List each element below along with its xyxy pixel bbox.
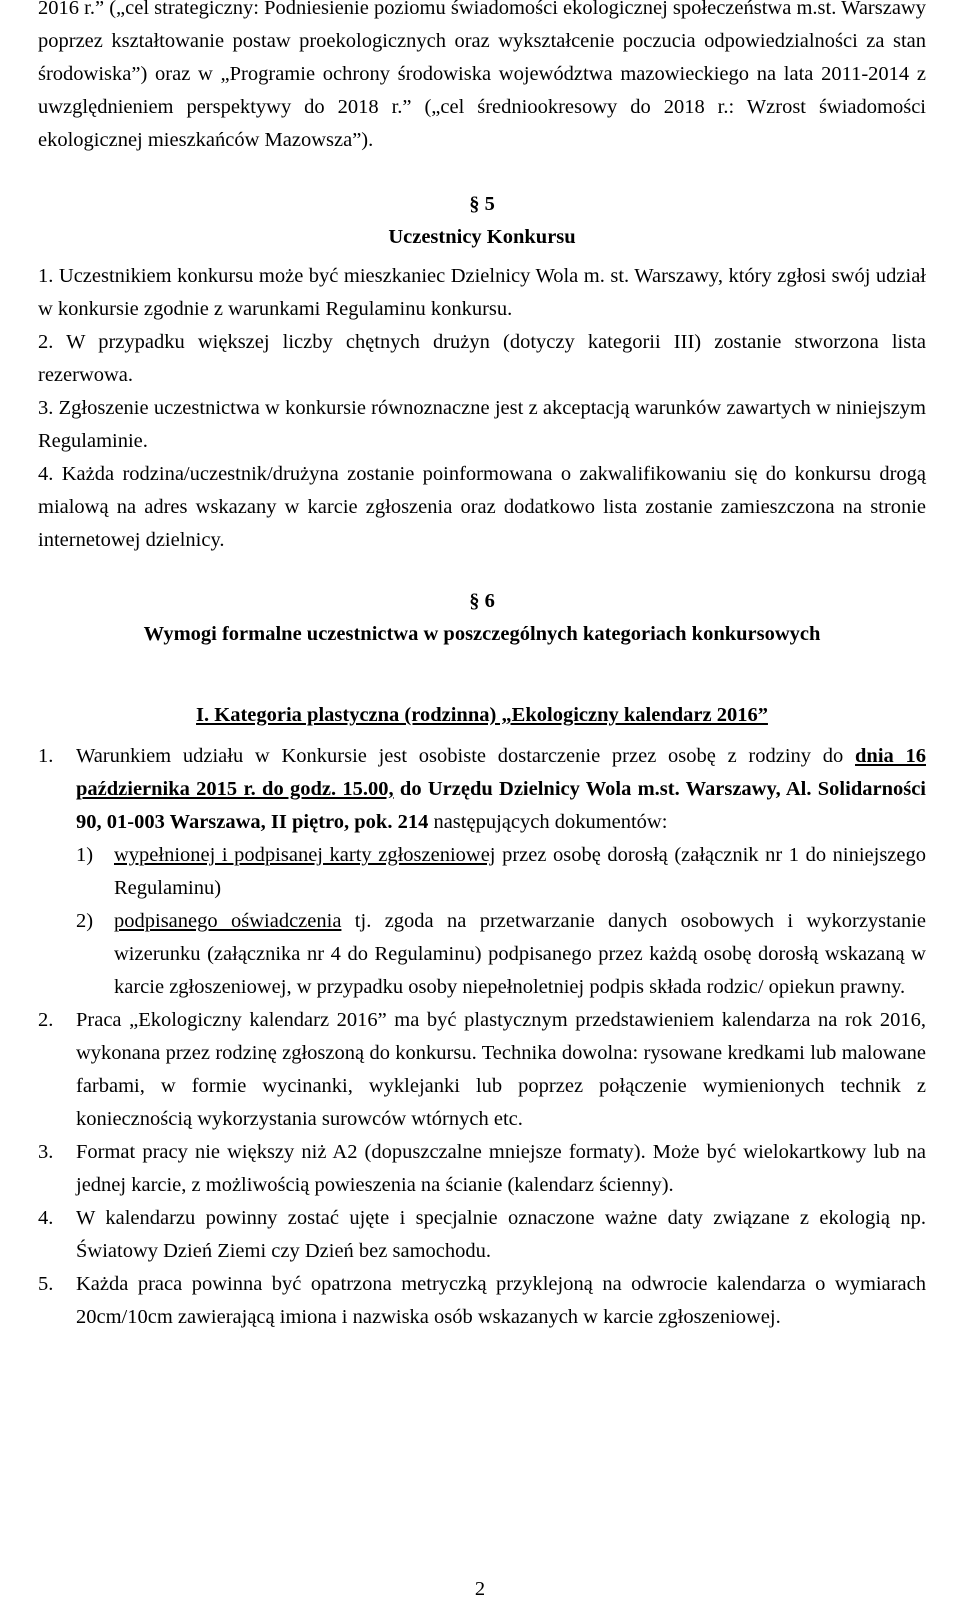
category-1-list xyxy=(38,740,926,1334)
list-item: 2) podpisanego oświadczenia tj. zgoda na przetwarzanie danych osobowych i wykorzystanie wizerunku (załącznika nr 4 do Regulaminu) podpisanego przez każdą osobę dorosłą wskazaną w karcie zgłoszeniowej, w przypadku osoby niepełnoletniej podpis składa rodzic/ opiekun prawny. xyxy=(76,910,926,998)
list-item: 1. Uczestnikiem konkursu może być mieszkaniec Dzielnicy Wola m. st. Warszawy, który zgłosi swój udział w konkursie zgodnie z warunkami Regulaminu konkursu. xyxy=(38,265,927,320)
document-page xyxy=(38,0,926,1334)
list-item: 4. W kalendarzu powinny zostać ujęte i specjalnie oznaczone ważne daty związane z ekologią np. Światowy Dzień Ziemi czy Dzień bez samochodu. xyxy=(38,1207,926,1262)
section-5-list xyxy=(38,260,926,557)
section-5-title: Uczestnicy Konkursu xyxy=(388,226,576,248)
list-item: 3. Format pracy nie większy niż A2 (dopuszczalne mniejsze formaty). Może być wielokartkowy lub na jednej karcie, z możliwością powieszenia na ścianie (kalendarz ścienny). xyxy=(38,1141,926,1196)
section-6-heading xyxy=(38,585,926,651)
section-6-number: § 6 xyxy=(469,590,495,612)
list-item: 1) wypełnionej i podpisanej karty zgłoszeniowej przez osobę dorosłą (załącznik nr 1 do niniejszego Regulaminu) xyxy=(76,844,926,899)
documents-sublist xyxy=(76,839,926,1004)
section-5-heading xyxy=(38,188,926,254)
list-item: 1. Warunkiem udziału w Konkursie jest osobiste dostarczenie przez osobę z rodziny do dnia 16 października 2015 r. do godz. 15.00, do Urzędu Dzielnicy Wola m.st. Warszawy, Al. Solidarności 90, 01-003 Warszawa, II piętro, pok. 214 następujących dokumentów: 1) wypełnionej i podpisanej karty zgłoszeniowej przez osobę dorosłą (załącznik nr 1 do niniejszego Regulaminu) 2) podpisanego oświadczenia tj. zgoda na przetwarzanie danych osobowych i wykorzystanie wizerunku (załącznika nr 4 do Regulaminu) podpisanego przez każdą osobę dorosłą wskazaną w karcie zgłoszeniowej, w przypadku osoby niepełnoletniej podpis składa rodzic/ opiekun prawny. xyxy=(38,740,926,1004)
delivery-address: do Urzędu Dzielnicy Wola m.st. Warszawy, Al. Solidarności 90, 01-003 Warszawa, II piętro, pok. 214 xyxy=(76,778,926,833)
intro-paragraph: 2016 r.” („cel strategiczny: Podniesienie poziomu świadomości ekologicznej społeczeństwa m.st. Warszawy poprzez kształtowanie postaw proekologicznych oraz wykształcenie poczucia odpowiedzialności za stan środowiska”) oraz w „Programie ochrony środowiska województwa mazowieckiego na lata 2011-2014 z uwzględnieniem perspektywy do 2018 r.” („cel średniookresowy do 2018 r.: Wzrost świadomości ekologicznej mieszkańców Mazowsza”). xyxy=(38,0,926,151)
section-6-title: Wymogi formalne uczestnictwa w poszczególnych kategoriach konkursowych xyxy=(143,623,821,645)
list-item: 5. Każda praca powinna być opatrzona metryczką przyklejoną na odwrocie kalendarza o wymiarach 20cm/10cm zawierającą imiona i nazwiska osób wskazanych w karcie zgłoszeniowej. xyxy=(38,1273,926,1328)
section-5-number: § 5 xyxy=(469,193,495,215)
page-number: 2 xyxy=(474,1578,486,1600)
list-item: 4. Każda rodzina/uczestnik/drużyna zostanie poinformowana o zakwalifikowaniu się do konkursu drogą mialową na adres wskazany w karcie zgłoszenia oraz dodatkowo lista zostanie zamieszczona na stronie internetowej dzielnicy. xyxy=(38,463,927,551)
deadline-date: dnia 16 października 2015 r. do godz. 15.00, xyxy=(76,745,926,800)
list-item: 3. Zgłoszenie uczestnictwa w konkursie równoznaczne jest z akceptacją warunków zawartych w niniejszym Regulaminie. xyxy=(38,397,927,452)
category-1-title: I. Kategoria plastyczna (rodzinna) „Ekologiczny kalendarz 2016” xyxy=(196,704,768,726)
list-item: 2. W przypadku większej liczby chętnych drużyn (dotyczy kategorii III) zostanie stworzona lista rezerwowa. xyxy=(38,331,926,386)
list-item: 2. Praca „Ekologiczny kalendarz 2016” ma być plastycznym przedstawieniem kalendarza na rok 2016, wykonana przez rodzinę zgłoszoną do konkursu. Technika dowolna: rysowane kredkami lub malowane farbami, w formie wycinanki, wyklejanki lub poprzez połączenie wymienionych technik z koniecznością wykorzystania surowców wtórnych etc. xyxy=(38,1009,926,1130)
